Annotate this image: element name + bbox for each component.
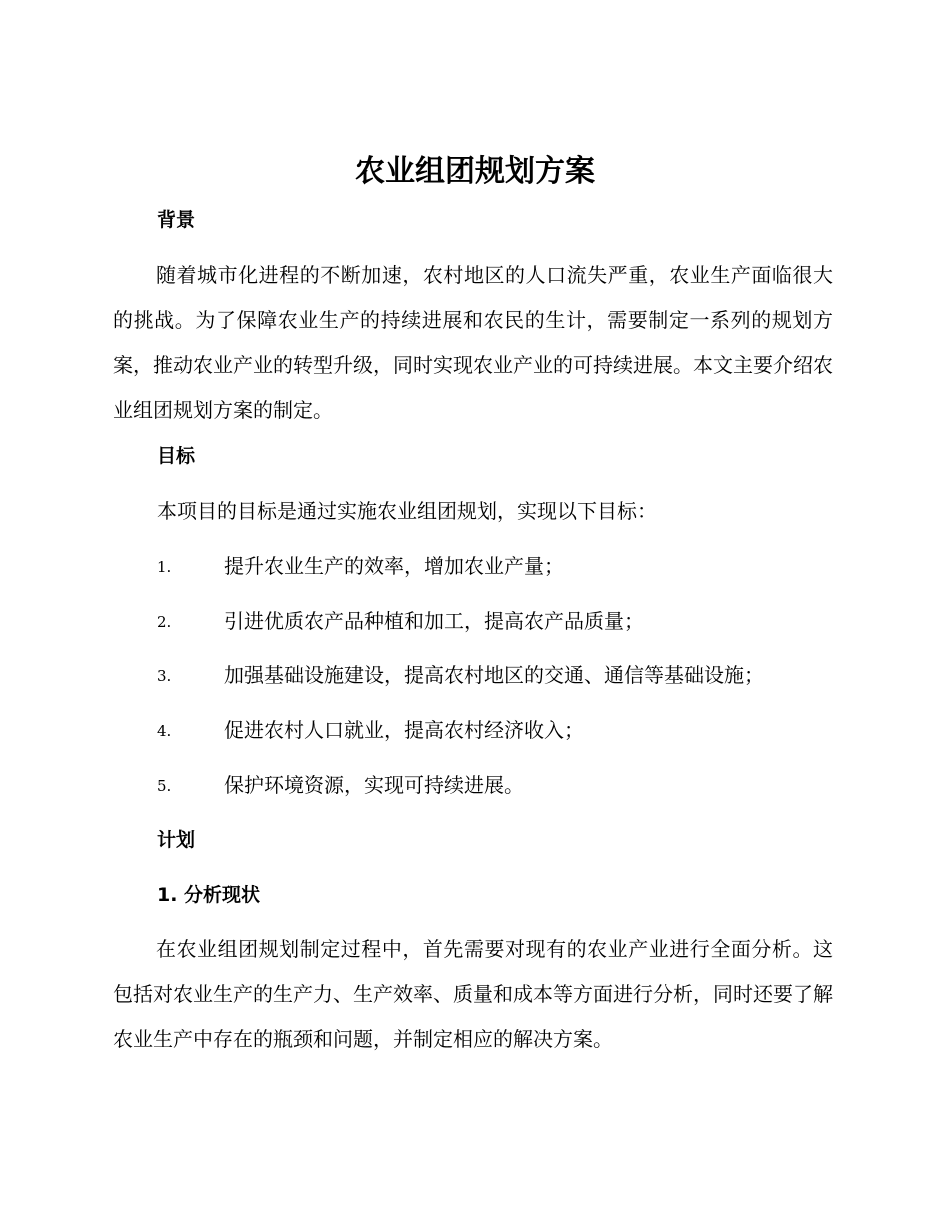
- goal-item-text: 保护环境资源，实现可持续进展。: [224, 773, 524, 797]
- goal-item-text: 促进农村人口就业，提高农村经济收入；: [224, 718, 584, 742]
- section-heading-goals: 目标: [157, 445, 196, 467]
- goal-list-item: [157, 606, 857, 636]
- goal-item-number: 1.: [157, 558, 172, 576]
- goal-list-item: [157, 660, 857, 690]
- goal-item-number: 4.: [157, 722, 172, 740]
- goal-list-item: [157, 770, 857, 800]
- goal-item-number: 2.: [157, 613, 172, 631]
- goals-intro: 本项目的目标是通过实施农业组团规划，实现以下目标：: [157, 499, 657, 523]
- goal-list-item: [157, 551, 857, 581]
- document-title: 农业组团规划方案: [355, 154, 595, 189]
- section-heading-background: 背景: [157, 209, 196, 231]
- background-paragraph: 随着城市化进程的不断加速，农村地区的人口流失严重，农业生产面临很大的挑战。为了保障农业生产的持续进展和农民的生计，需要制定一系列的规划方案，推动农业产业的转型升级，同时实现农业产业的可持续进展。本文主要介绍农业组团规划方案的制定。: [113, 263, 833, 422]
- goal-item-number: 5.: [157, 777, 172, 795]
- goal-item-text: 提升农业生产的效率，增加农业产量；: [224, 554, 564, 578]
- goal-item-text: 引进优质农产品种植和加工，提高农产品质量；: [224, 609, 644, 633]
- goal-item-text: 加强基础设施建设，提高农村地区的交通、通信等基础设施；: [224, 663, 764, 687]
- goal-item-number: 3.: [157, 667, 172, 685]
- section-heading-plan: 计划: [157, 829, 196, 851]
- plan-paragraph: 在农业组团规划制定过程中，首先需要对现有的农业产业进行全面分析。这包括对农业生产的生产力、生产效率、质量和成本等方面进行分析，同时还要了解农业生产中存在的瓶颈和问题，并制定相应的解决方案。: [113, 937, 833, 1051]
- plan-subheading: 1. 分析现状: [157, 884, 261, 906]
- goal-list-item: [157, 715, 857, 745]
